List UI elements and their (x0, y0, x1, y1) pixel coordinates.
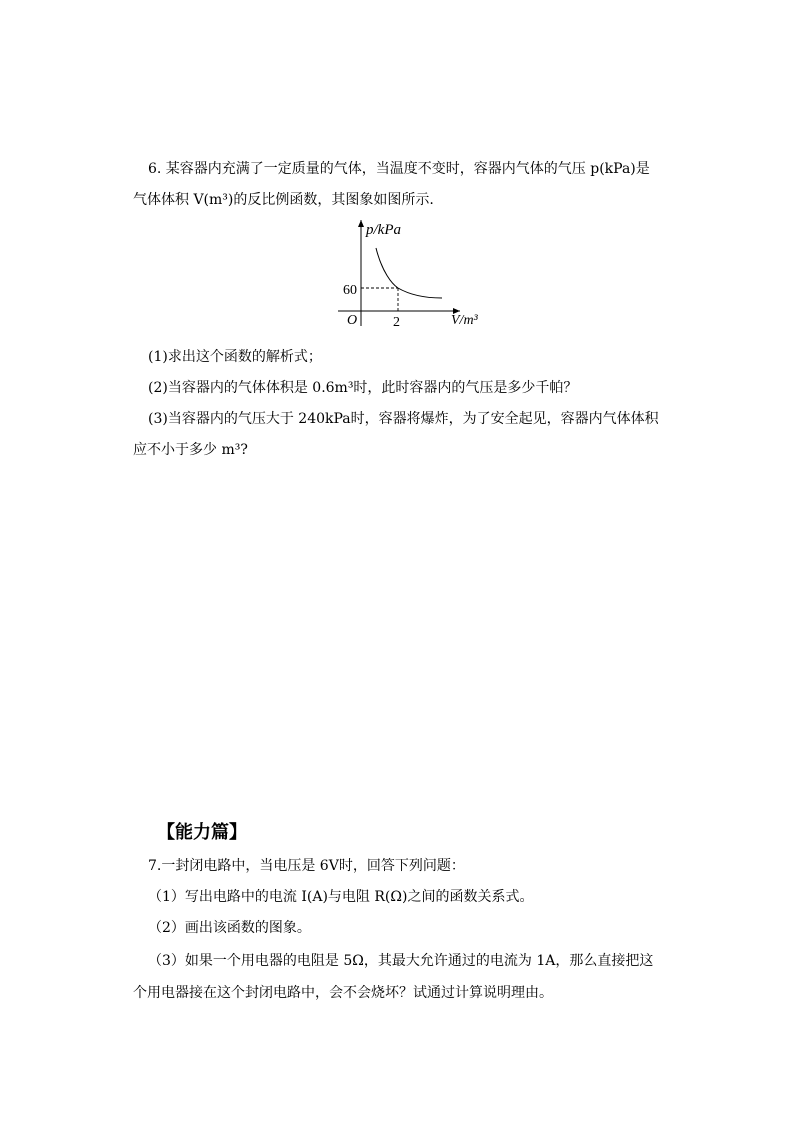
origin-label: O (347, 313, 358, 328)
section-title: 【能力篇】 (157, 822, 247, 843)
x-axis-label: V/m³ (451, 313, 478, 328)
problem7-question1: （1）写出电路中的电流 I(A)与电阻 R(Ω)之间的函数关系式。 (148, 889, 534, 905)
problem6-question3-line1: (3)当容器内的气压大于 240kPa时，容器将爆炸，为了安全起见，容器内气体体积 (148, 411, 659, 427)
problem6-line2: 气体体积 V(m³)的反比例函数，其图象如图所示. (133, 192, 434, 208)
problem7-question3-line1: （3）如果一个用电器的电阻是 5Ω，其最大允许通过的电流为 1A，那么直接把这 (148, 953, 654, 969)
problem6-question3-line2: 应不小于多少 m³? (133, 442, 248, 458)
y-tick-label: 60 (343, 283, 357, 298)
problem7-question2: （2）画出该函数的图象。 (148, 920, 311, 936)
problem7-question3-line2: 个用电器接在这个封闭电路中，会不会烧坏？试通过计算说明理由。 (133, 985, 553, 1001)
problem6-question1: (1)求出这个函数的解析式； (148, 349, 322, 365)
problem6-line1: 6. 某容器内充满了一定质量的气体，当温度不变时，容器内气体的气压 p(kPa)是 (148, 161, 650, 177)
pressure-volume-graph (330, 214, 490, 334)
y-axis-label: p/kPa (366, 222, 401, 238)
inverse-curve (376, 248, 442, 298)
problem7-line1: 7.一封闭电路中，当电压是 6V时，回答下列问题： (148, 858, 465, 874)
x-tick-label: 2 (393, 315, 400, 330)
problem6-question2: (2)当容器内的气体体积是 0.6m³时，此时容器内的气压是多少千帕？ (148, 380, 578, 396)
y-axis-arrow (358, 220, 364, 227)
